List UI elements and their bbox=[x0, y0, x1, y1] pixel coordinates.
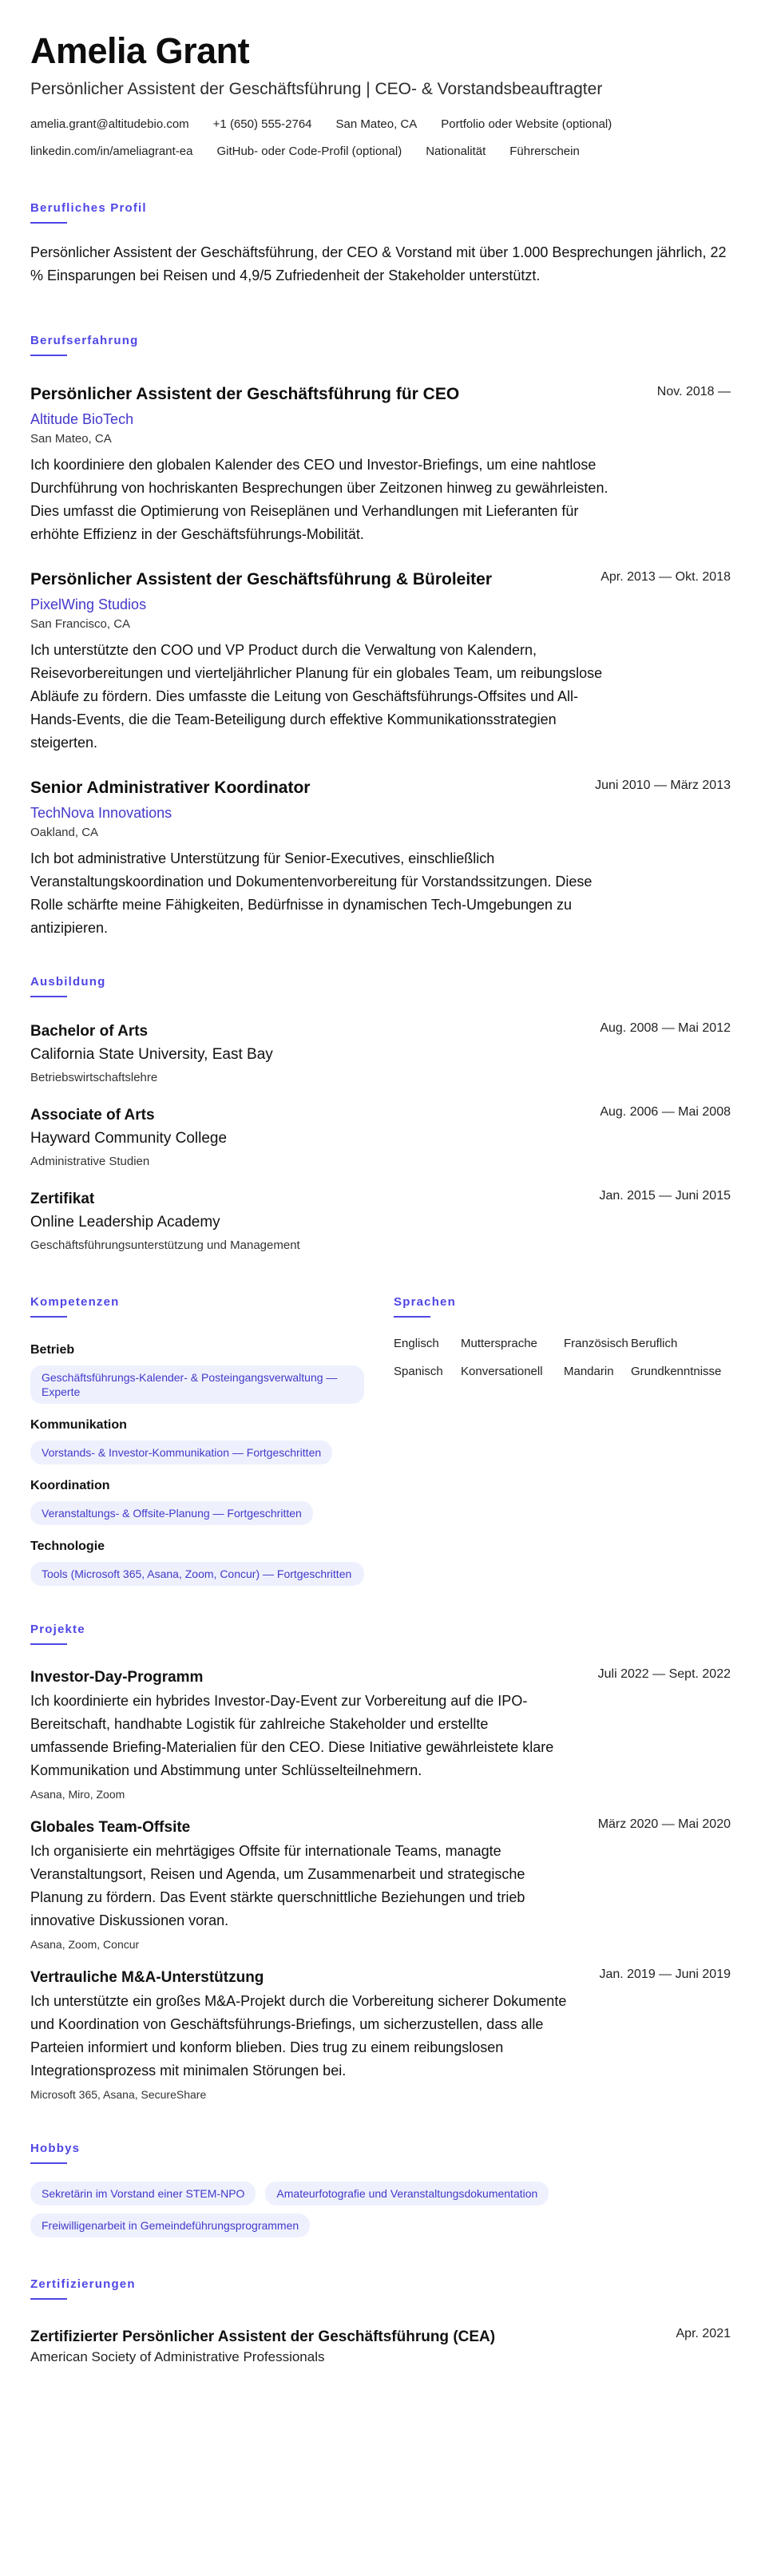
hobby-chip: Sekretärin im Vorstand einer STEM-NPO bbox=[30, 2182, 256, 2205]
certification-issuer: American Society of Administrative Professionals bbox=[30, 2349, 325, 2364]
skill-group bbox=[30, 1477, 394, 1525]
job-description: Ich unterstützte den COO und VP Product durch die Verwaltung von Kalendern, Reisevorbereitungen und vierteljährlicher Planung für ein globales Team, um reibungslose Abläufe zu fördern. Dies umfasste die Leitung von Geschäftsführungs-Offsites und All-Hands-Events, die die Team-Beteiligung durch effektive Kommunikationsstrategien steigerten. bbox=[30, 642, 603, 751]
contact-location: San Mateo, CA bbox=[335, 117, 418, 131]
section-divider bbox=[30, 1316, 67, 1318]
skill-category: Betrieb bbox=[30, 1343, 75, 1357]
education-school: Online Leadership Academy bbox=[30, 1214, 220, 1231]
section-title: Berufserfahrung bbox=[30, 334, 139, 347]
job-date: Apr. 2013 — Okt. 2018 bbox=[600, 570, 731, 584]
section-divider bbox=[30, 2298, 67, 2300]
skill-category: Koordination bbox=[30, 1479, 110, 1492]
job-date: Juni 2010 — März 2013 bbox=[595, 779, 731, 792]
project-title: Vertrauliche M&A-Unterstützung bbox=[30, 1969, 264, 1986]
education-degree: Bachelor of Arts bbox=[30, 1023, 149, 1040]
project-tools: Microsoft 365, Asana, SecureShare bbox=[30, 2088, 207, 2101]
education-date: Aug. 2008 — Mai 2012 bbox=[600, 1021, 731, 1035]
resume-header bbox=[30, 30, 731, 160]
project-date: März 2020 — Mai 2020 bbox=[597, 1817, 731, 1831]
education-entry bbox=[30, 1189, 731, 1254]
languages-section bbox=[394, 1295, 729, 1586]
job-title: Persönlicher Assistent der Geschäftsführung & Büroleiter bbox=[30, 570, 493, 589]
language-name: Englisch bbox=[394, 1337, 439, 1350]
language-name: Französisch bbox=[564, 1337, 628, 1350]
job-company: PixelWing Studios bbox=[30, 596, 147, 612]
skill-category: Kommunikation bbox=[30, 1418, 127, 1432]
education-field: Betriebswirtschaftslehre bbox=[30, 1071, 158, 1084]
language-level: Beruflich bbox=[631, 1337, 678, 1350]
section-divider bbox=[30, 1643, 67, 1645]
job-title: Senior Administrativer Koordinator bbox=[30, 779, 311, 797]
section-divider bbox=[30, 2162, 67, 2164]
experience-section bbox=[30, 334, 731, 940]
job-company: Altitude BioTech bbox=[30, 411, 134, 427]
job-entry bbox=[30, 569, 731, 755]
education-date: Jan. 2015 — Juni 2015 bbox=[599, 1189, 731, 1203]
job-description: Ich koordiniere den globalen Kalender des CEO und Investor-Briefings, um eine nahtlose Durchführung von hochriskanten Besprechungen über Zeitzonen hinweg zu gewährleisten. Dies umfasst die Optimierung von Reiseplänen und Verhandlungen mit Lieferanten für erhöhte Effizienz in der Geschäftsführungs-Mobilität. bbox=[30, 457, 608, 542]
language-level: Grundkenntnisse bbox=[631, 1365, 722, 1378]
contact-phone[interactable]: +1 (650) 555-2764 bbox=[212, 117, 312, 131]
section-title: Sprachen bbox=[394, 1295, 456, 1309]
job-location: Oakland, CA bbox=[30, 826, 99, 839]
certifications-section bbox=[30, 2277, 731, 2366]
section-divider bbox=[30, 355, 67, 356]
contact-linkedin[interactable]: linkedin.com/in/ameliagrant-ea bbox=[30, 145, 193, 158]
language-list bbox=[394, 1337, 729, 1378]
skill-chip: Vorstands- & Investor-Kommunikation — Fortgeschritten bbox=[30, 1441, 332, 1464]
project-tools: Asana, Zoom, Concur bbox=[30, 1938, 140, 1951]
section-title: Kompetenzen bbox=[30, 1295, 120, 1309]
contact-list bbox=[30, 117, 749, 160]
job-entry bbox=[30, 383, 731, 546]
candidate-name: Amelia Grant bbox=[30, 30, 250, 71]
skill-group bbox=[30, 1417, 394, 1464]
job-company: TechNova Innovations bbox=[30, 805, 172, 821]
education-school: Hayward Community College bbox=[30, 1130, 228, 1147]
education-field: Administrative Studien bbox=[30, 1155, 150, 1168]
job-entry bbox=[30, 777, 731, 940]
project-entry bbox=[30, 1968, 731, 2102]
education-school: California State University, East Bay bbox=[30, 1046, 273, 1063]
contact-nationality: Nationalität bbox=[426, 145, 486, 158]
project-description: Ich koordinierte ein hybrides Investor-Day-Event zur Vorbereitung auf die IPO-Bereitschaft, handhabte Logistik für zahlreiche Stakeholder und erstellte umfassende Briefing-Materialien für den CEO. Diese Initiative gewährleistete klare Kommunikation und Abstimmung unter Schlüsselteilnehmern. bbox=[30, 1693, 554, 1778]
job-title: Persönlicher Assistent der Geschäftsführung für CEO bbox=[30, 385, 460, 403]
education-degree: Zertifikat bbox=[30, 1191, 95, 1207]
education-section bbox=[30, 975, 731, 1254]
education-date: Aug. 2006 — Mai 2008 bbox=[600, 1105, 731, 1119]
section-divider bbox=[30, 996, 67, 997]
hobbies-section bbox=[30, 2142, 731, 2237]
education-entry bbox=[30, 1105, 731, 1170]
education-degree: Associate of Arts bbox=[30, 1107, 155, 1124]
project-description: Ich organisierte ein mehrtägiges Offsite für internationale Teams, managte Veranstaltungsort, Reisen und Agenda, um Zusammenarbeit und strategische Planung zu fördern. Das Event stärkte querschnittliche Beziehungen und trieb innovative Diskussionen voran. bbox=[30, 1843, 525, 1928]
certification-entry bbox=[30, 2327, 731, 2366]
project-date: Juli 2022 — Sept. 2022 bbox=[597, 1667, 731, 1681]
skill-chip: Tools (Microsoft 365, Asana, Zoom, Concur) — Fortgeschritten bbox=[30, 1562, 364, 1586]
project-description: Ich unterstützte ein großes M&A-Projekt durch die Vorbereitung sicherer Dokumente und Koordination von Geschäftsführungs-Briefings, um sicherzustellen, dass alle Parteien informiert und konform blieben. Dies trug zu einem reibungslosen Integrationsprozess mit minimalen Störungen bei. bbox=[30, 1993, 567, 2079]
education-entry bbox=[30, 1021, 731, 1086]
project-entry bbox=[30, 1817, 731, 1952]
skill-category: Technologie bbox=[30, 1540, 105, 1553]
project-tools: Asana, Miro, Zoom bbox=[30, 1788, 125, 1801]
language-name: Mandarin bbox=[564, 1365, 614, 1378]
skills-languages-row bbox=[30, 1295, 731, 1586]
job-date: Nov. 2018 — bbox=[656, 385, 731, 398]
section-title: Hobbys bbox=[30, 2142, 81, 2155]
profile-text: Persönlicher Assistent der Geschäftsführung, der CEO & Vorstand mit über 1.000 Besprechungen jährlich, 22 % Einsparungen bei Reisen und 4,9/5 Zufriedenheit der Stakeholder unterstützt. bbox=[30, 244, 727, 283]
job-location: San Mateo, CA bbox=[30, 432, 112, 446]
skill-group bbox=[30, 1538, 394, 1586]
contact-portfolio[interactable]: Portfolio oder Website (optional) bbox=[441, 117, 612, 131]
certification-name: Zertifizierter Persönlicher Assistent der Geschäftsführung (CEA) bbox=[30, 2328, 496, 2345]
contact-license: Führerschein bbox=[509, 145, 580, 158]
skill-chip: Geschäftsführungs-Kalender- & Posteingangsverwaltung — Experte bbox=[30, 1365, 364, 1404]
section-title: Projekte bbox=[30, 1623, 85, 1636]
certification-date: Apr. 2021 bbox=[676, 2327, 731, 2340]
section-divider bbox=[394, 1316, 430, 1318]
contact-email[interactable]: amelia.grant@altitudebio.com bbox=[30, 117, 189, 131]
hobby-chip: Amateurfotografie und Veranstaltungsdokumentation bbox=[265, 2182, 549, 2205]
section-title: Zertifizierungen bbox=[30, 2277, 136, 2291]
section-title: Berufliches Profil bbox=[30, 201, 147, 215]
language-name: Spanisch bbox=[394, 1365, 443, 1378]
profile-section bbox=[30, 201, 731, 287]
project-entry bbox=[30, 1667, 731, 1801]
contact-github[interactable]: GitHub- oder Code-Profil (optional) bbox=[216, 145, 402, 158]
job-location: San Francisco, CA bbox=[30, 617, 131, 631]
hobby-list bbox=[30, 2182, 733, 2237]
candidate-headline: Persönlicher Assistent der Geschäftsführung | CEO- & Vorstandsbeauftragter bbox=[30, 80, 603, 98]
project-date: Jan. 2019 — Juni 2019 bbox=[599, 1968, 731, 1981]
section-divider bbox=[30, 222, 67, 224]
hobby-chip: Freiwilligenarbeit in Gemeindeführungsprogrammen bbox=[30, 2213, 310, 2237]
projects-section bbox=[30, 1623, 731, 2102]
skills-section bbox=[30, 1295, 394, 1586]
language-level: Konversationell bbox=[461, 1365, 543, 1378]
job-description: Ich bot administrative Unterstützung für Senior-Executives, einschließlich Veranstaltungskoordination und Dokumentenvorbereitung für Vorstandssitzungen. Diese Rolle schärfte meine Fähigkeiten, Bedürfnisse in dynamischen Tech-Umgebungen zu antizipieren. bbox=[30, 850, 593, 936]
section-title: Ausbildung bbox=[30, 975, 106, 989]
project-title: Investor-Day-Programm bbox=[30, 1669, 204, 1686]
skill-chip: Veranstaltungs- & Offsite-Planung — Fortgeschritten bbox=[30, 1501, 313, 1525]
skill-group bbox=[30, 1342, 394, 1404]
language-level: Muttersprache bbox=[461, 1337, 537, 1350]
project-title: Globales Team-Offsite bbox=[30, 1819, 191, 1836]
education-field: Geschäftsführungsunterstützung und Management bbox=[30, 1238, 300, 1252]
